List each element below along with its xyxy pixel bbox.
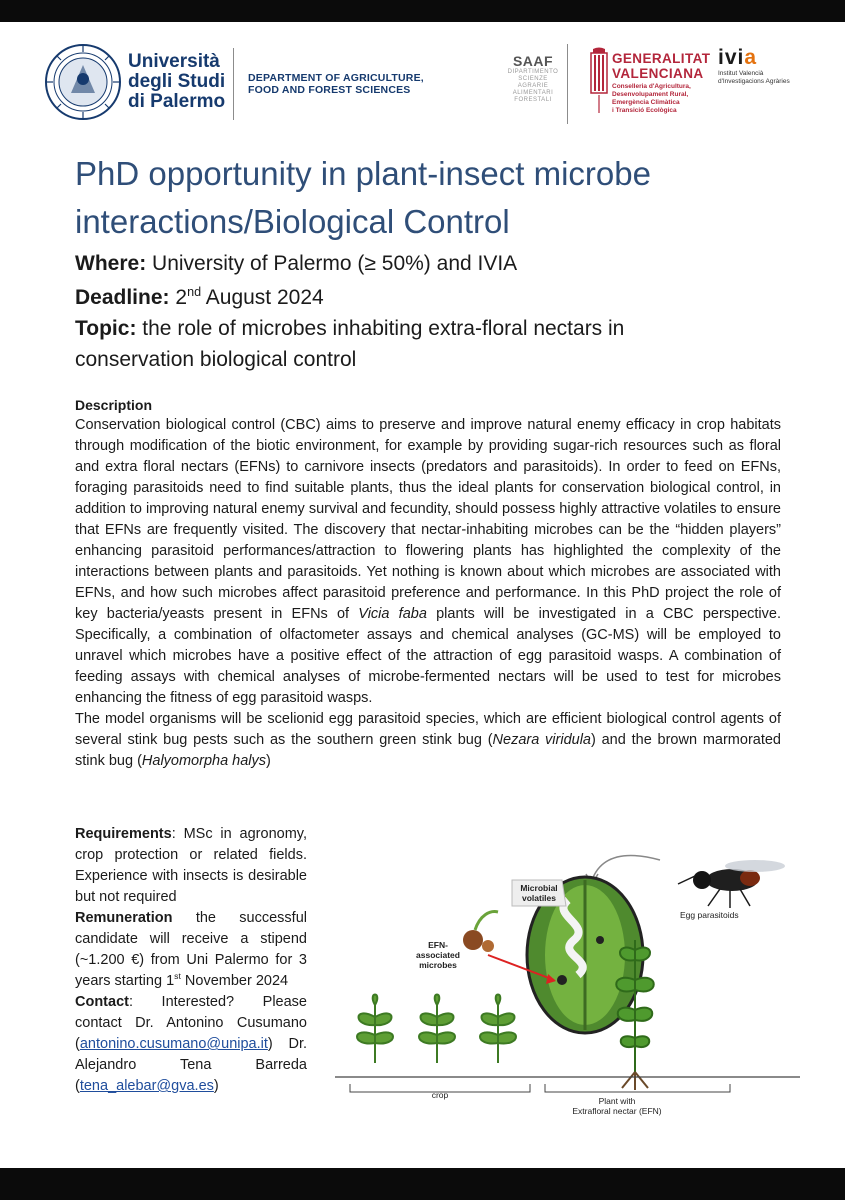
saaf-logo: SAAF DIPARTIMENTO SCIENZE AGRARIE ALIMENTARI FORESTALI (507, 53, 559, 103)
crop-plants (357, 995, 516, 1064)
application-details (75, 824, 307, 1097)
requirements: Requirements: MSc in agronomy, crop protection or related fields. Experience with insects is desirable but not required (75, 826, 307, 905)
department-name: DEPARTMENT OF AGRICULTURE, FOOD AND FOREST SCIENCES (248, 72, 424, 96)
header-divider (233, 48, 234, 120)
ivia-logo: ivia Institut Valencià d'Investigacions Agràries (718, 46, 790, 85)
deadline-line: Deadline: 2nd August 2024 (75, 285, 324, 309)
cbc-illustration (330, 840, 800, 1140)
description-body (75, 415, 781, 772)
topic-line: Topic: the role of microbes inhabiting extra-floral nectars in conservation biological control (75, 317, 625, 371)
generalitat-shield-logo (588, 47, 610, 117)
top-black-bar (0, 0, 845, 22)
efn-microbes-label: EFN- associated microbes (416, 940, 460, 970)
contact: Contact: Interested? Please contact Dr. Antonino Cusumano (antonino.cusumano@unipa.it) Dr. Alejandro Tena Barreda (tena_alebar@gva.es) (75, 994, 307, 1094)
bottom-black-bar (0, 1168, 845, 1200)
generalitat-valenciana-logo: GENERALITAT VALENCIANA Conselleria d'Agricultura, Desenvolupament Rural, Emergència Climàtica i Transició Ecològica (612, 51, 711, 114)
egg-parasitoid-wasp (678, 860, 785, 908)
university-seal-logo (44, 43, 122, 121)
description-paragraph: The model organisms will be scelionid egg parasitoid species, which are efficient biological control agents of several stink bug pests such as the southern green stink bug (Nezara viridula) and the brown marmorated stink bug (Halyomorpha halys) (75, 711, 781, 769)
where-line: Where: University of Palermo (≥ 50%) and IVIA (75, 252, 518, 275)
crop-label: crop (431, 1090, 449, 1100)
remuneration: Remuneration the successful candidate will receive a stipend (~1.200 €) from Uni Palermo for 3 years starting 1st November 2024 (75, 910, 307, 989)
university-name: Università degli Studi di Palermo (128, 51, 226, 112)
email-link[interactable]: antonino.cusumano@unipa.it (79, 1036, 268, 1052)
egg-parasitoids-label: Egg parasitoids (680, 910, 739, 920)
efn-plant-label: Plant with Extrafloral nectar (EFN) (572, 1096, 662, 1116)
illustration-graphic (330, 840, 800, 1140)
header-divider (567, 44, 568, 124)
email-link[interactable]: tena_alebar@gva.es (79, 1078, 214, 1094)
microbial-volatiles-label: Microbial volatiles (520, 883, 558, 903)
description-paragraph: Conservation biological control (CBC) aims to preserve and improve natural enemy efficacy in crop habitats through modification of the biotic environment, for example by providing sugar-rich resources such as floral and extra floral nectars (EFNs) to carnivore insects (predators and parasitoids). In order to feed on EFNs, foraging parasitoids need to find suitable plants, thus the ideal plants for conservation biological control, in addition to improving natural enemy survival and fecundity, should possess highly attractive volatiles to ensure that EFNs are frequently visited. The discovery that nectar-inhabiting microbes can be the “hidden players” enhancing parasitoid performances/attraction to flowering plants has highlighted the complexity of the interactions between plants and parasitoids. Yet nothing is known about which microbes are associated with EFNs, and how such microbes affect parasitoid preference and performance. In this PhD project the role of key bacteria/yeasts present in EFNs of Vicia faba plants will be investigated in a CBC perspective. Specifically, a combination of olfactometer assays and chemical analyses (GC-MS) will be employed to unravel which microbes have a positive effect of the attraction of egg parasitoid wasps. A combination of feeding assays with chemical analyses of microbe-fermented nectars will be used to test for microbes enhancing the fitness of egg parasitoid wasps. (75, 417, 781, 706)
description-heading: Description (75, 397, 153, 413)
page-title: PhD opportunity in plant-insect microbe interactions/Biological Control (75, 155, 651, 240)
